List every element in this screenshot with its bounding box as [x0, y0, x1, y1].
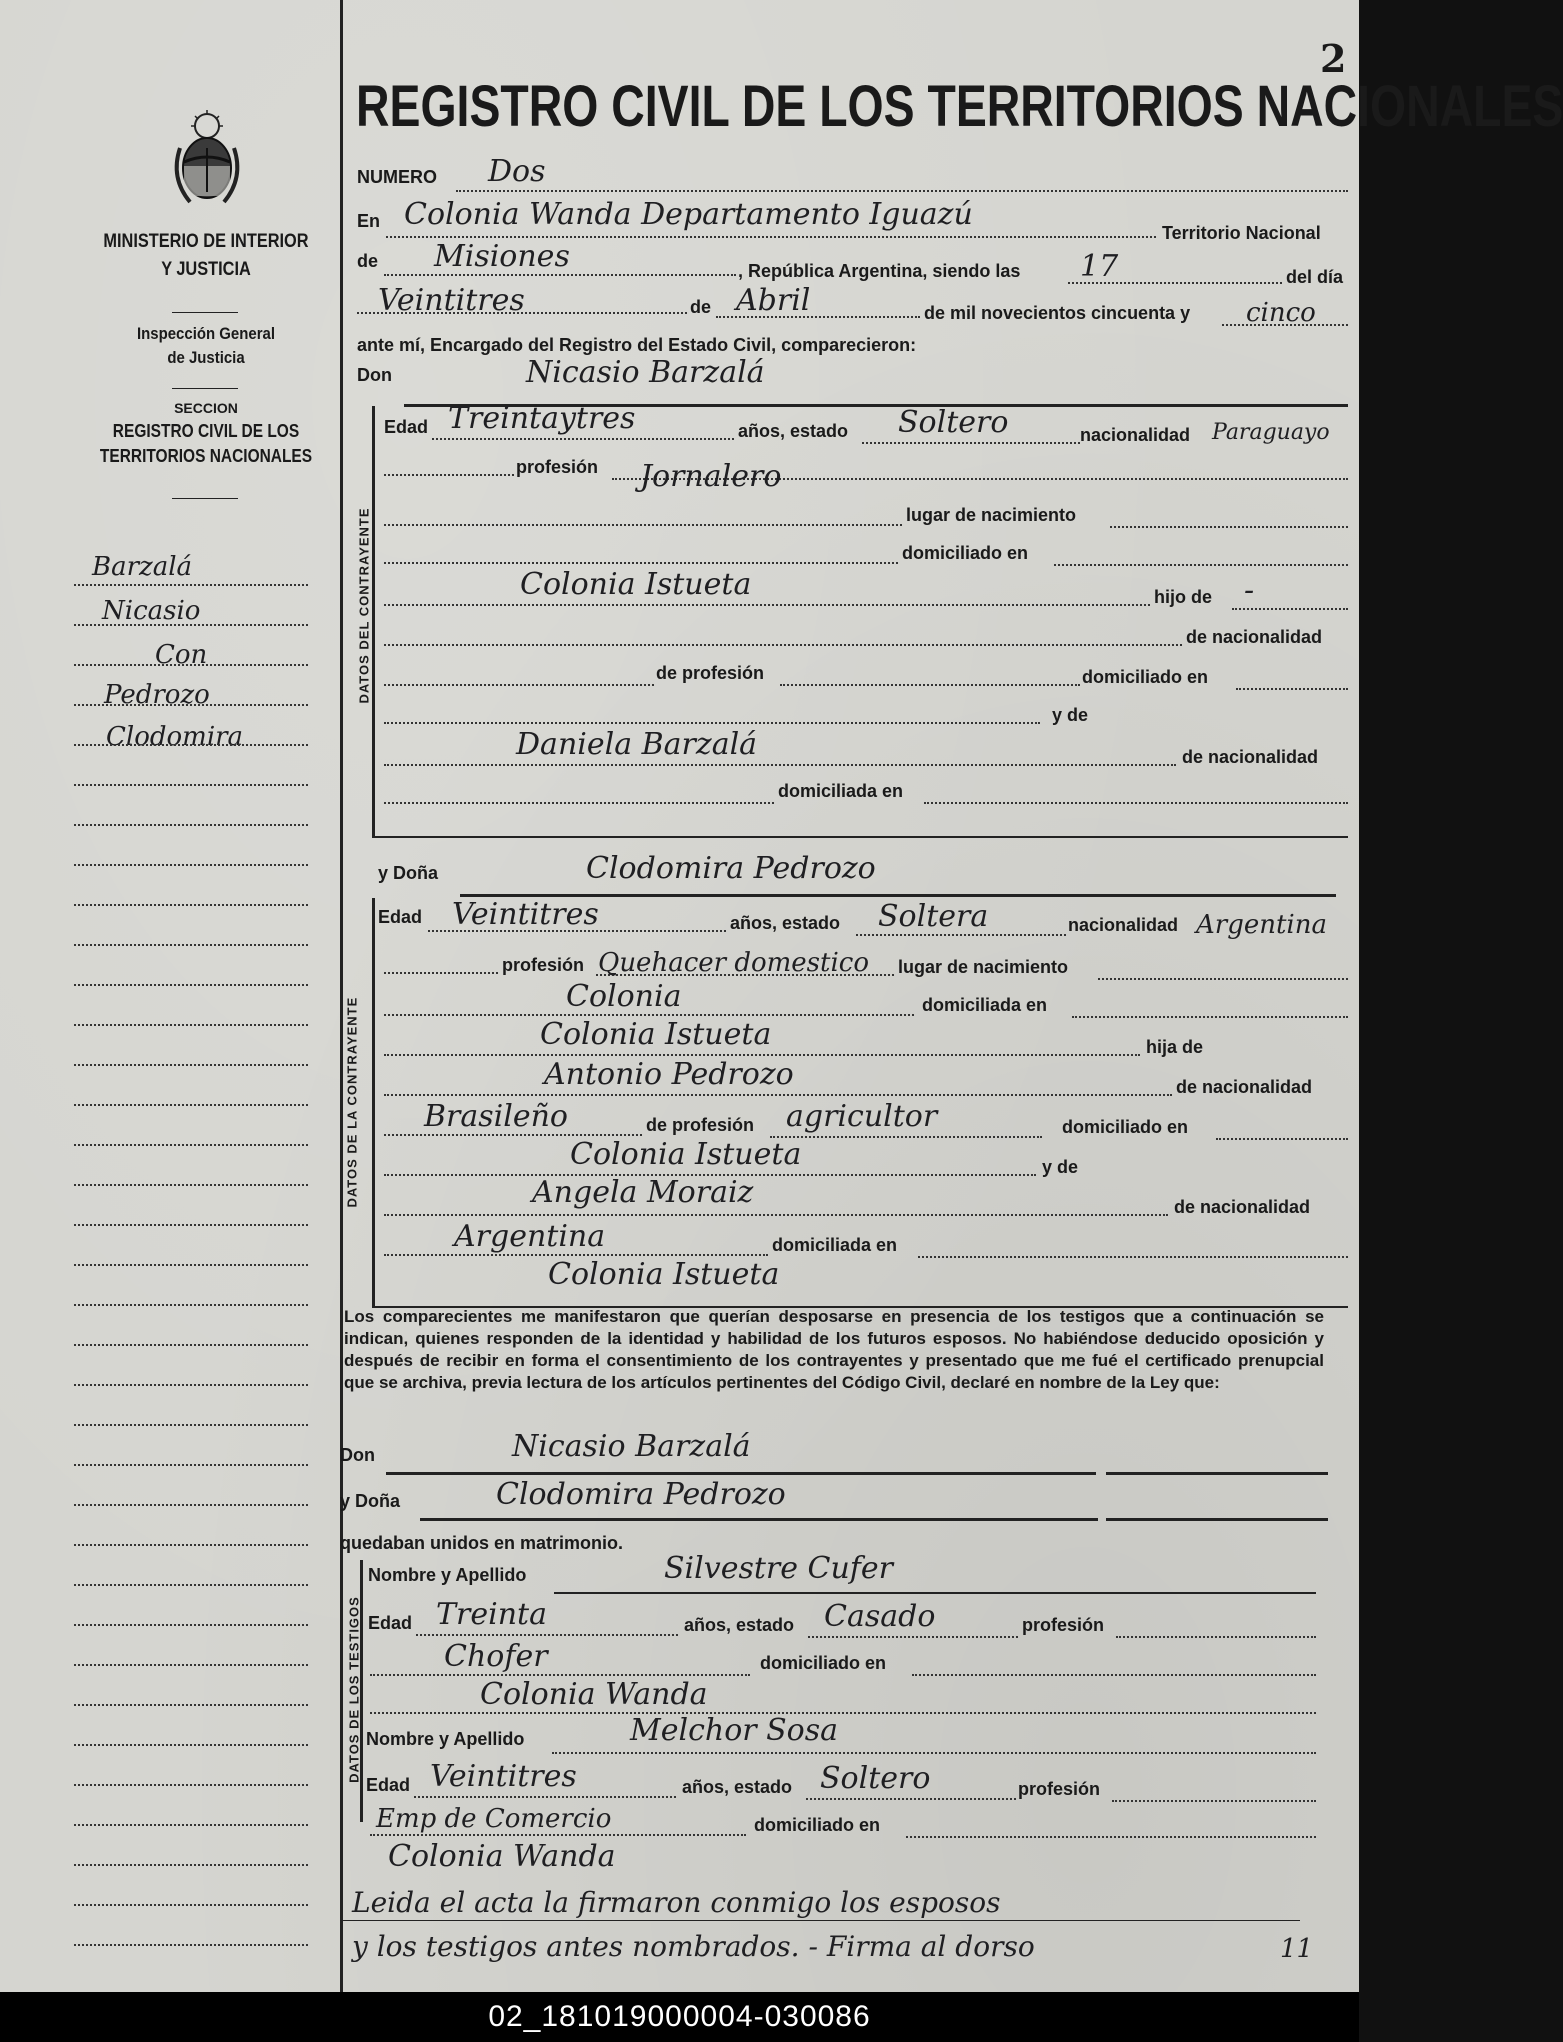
- bride-madre-value: Angela Moraiz: [532, 1175, 754, 1210]
- w1-nombre-value: Silvestre Cufer: [664, 1551, 893, 1586]
- w2-profesion-end-line: [1112, 1800, 1316, 1802]
- groom-padre-dom-line: [1236, 688, 1348, 690]
- bride-lugar-line: [1098, 978, 1348, 980]
- w1-estado-value: Casado: [824, 1599, 936, 1634]
- section-line-3: TERRITORIOS NACIONALES: [99, 446, 313, 466]
- w2-profesion-line: [370, 1834, 746, 1836]
- margin-note: Pedrozo: [104, 680, 210, 710]
- ministry-line-2: Y JUSTICIA: [161, 259, 251, 280]
- bride-padre-prof-line: [770, 1136, 1042, 1138]
- label-numero: NUMERO: [357, 167, 437, 187]
- groom-lugar-line: [1110, 526, 1348, 528]
- numero-value: Dos: [488, 154, 546, 189]
- margin-ruled-line: [74, 1744, 308, 1746]
- bride-domicilio-line: [1072, 1016, 1348, 1018]
- label-anios-estado: años, estado: [730, 913, 841, 933]
- margin-ruled-line: [74, 1224, 308, 1226]
- sidebar-separator: [172, 388, 238, 389]
- margin-ruled-line: [74, 1344, 308, 1346]
- label-de-profesion: de profesión: [656, 663, 765, 683]
- margin-note: Con: [155, 640, 208, 670]
- groom-profesion-value: Jornalero: [640, 459, 782, 494]
- label-profesion: profesión: [1018, 1779, 1101, 1799]
- w2-estado-value: Soltero: [820, 1761, 931, 1796]
- margin-ruled-line: [74, 1144, 308, 1146]
- label-domiciliada-en: domiciliada en: [778, 781, 904, 801]
- image-id-footer: 02_181019000004-030086: [0, 1992, 1359, 2042]
- label-y-dona: y Doña: [378, 863, 439, 883]
- w2-edad-value: Veintitres: [430, 1759, 577, 1794]
- label-edad: Edad: [384, 417, 429, 437]
- label-domiciliado-en: domiciliado en: [1082, 667, 1209, 687]
- margin-ruled-line: [74, 1104, 308, 1106]
- groom-estado-value: Soltero: [898, 405, 1009, 440]
- sidebar-separator: [172, 312, 238, 313]
- decl-dona-line-end: [1106, 1518, 1328, 1521]
- label-lugar-nacimiento: lugar de nacimiento: [898, 957, 1069, 977]
- w1-domicilio-line: [912, 1674, 1316, 1676]
- bride-madre-dom-line: [918, 1256, 1348, 1258]
- bride-block-bracket: [372, 898, 375, 1308]
- margin-note: Clodomira: [106, 722, 244, 752]
- numero-line: [456, 190, 1348, 192]
- label-don: Don: [357, 365, 392, 385]
- groom-madre-dom-line: [924, 802, 1348, 804]
- margin-ruled-line: [74, 1464, 308, 1466]
- margin-ruled-line: [74, 1504, 308, 1506]
- bride-padre-nac-line: [384, 1134, 642, 1136]
- w1-profesion-line: [370, 1674, 750, 1676]
- label-republica: , República Argentina, siendo las: [738, 261, 1021, 281]
- closing-note-line-2: y los testigos antes nombrados. - Firma al dorso: [352, 1930, 1035, 1963]
- label-domiciliada-en: domiciliada en: [772, 1235, 898, 1255]
- groom-profesion-pre-line: [384, 474, 514, 476]
- groom-domicilio-line: [1054, 564, 1348, 566]
- label-profesion: profesión: [502, 955, 585, 975]
- bride-padre-dom-line: [1216, 1138, 1348, 1140]
- w2-profesion-value: Emp de Comercio: [376, 1804, 612, 1834]
- label-y-de: y de: [1042, 1157, 1079, 1177]
- argentina-coat-of-arms-icon: [170, 108, 244, 208]
- margin-ruled-line: [74, 1704, 308, 1706]
- bride-padre-dom-value: Colonia Istueta: [570, 1137, 802, 1172]
- page-number: 2: [1320, 36, 1347, 81]
- don-value: Nicasio Barzalá: [526, 355, 765, 390]
- groom-lugar-pre-line: [384, 524, 902, 526]
- dona-value: Clodomira Pedrozo: [586, 851, 876, 886]
- w2-domicilio-value: Colonia Wanda: [388, 1839, 616, 1874]
- bride-padre-nac-value: Brasileño: [424, 1099, 568, 1134]
- label-edad: Edad: [366, 1775, 411, 1795]
- bride-estado-value: Soltera: [878, 899, 989, 934]
- w1-edad-value: Treinta: [436, 1597, 547, 1632]
- bride-profesion-value: Quehacer domestico: [598, 948, 869, 978]
- closing-mark: 11: [1280, 1934, 1314, 1964]
- margin-ruled-line: [74, 664, 308, 666]
- label-y-dona: y Doña: [340, 1491, 401, 1511]
- groom-domicilio-pre-line: [384, 562, 898, 564]
- label-edad: Edad: [368, 1613, 413, 1633]
- bride-section-label: DATOS DE LA CONTRAYENTE: [344, 996, 360, 1208]
- groom-padre-nac-line: [384, 684, 654, 686]
- w2-estado-line: [806, 1798, 1016, 1800]
- margin-ruled-line: [74, 1064, 308, 1066]
- de-value: Misiones: [434, 239, 570, 274]
- label-mil-novecientos: de mil novecientos cincuenta y: [924, 303, 1191, 323]
- en-value: Colonia Wanda Departamento Iguazú: [404, 197, 973, 232]
- label-don: Don: [340, 1445, 375, 1465]
- label-quedaban: quedaban unidos en matrimonio.: [340, 1533, 624, 1553]
- inspection-line-1: Inspección General: [136, 324, 276, 343]
- bride-edad-value: Veintitres: [452, 897, 599, 932]
- decl-dona-line: [420, 1518, 1098, 1521]
- section-line-1: SECCION: [174, 400, 238, 416]
- de-line: [384, 274, 736, 276]
- margin-ruled-line: [74, 1184, 308, 1186]
- closing-line-1: [340, 1920, 1300, 1921]
- label-en: En: [357, 211, 381, 231]
- w1-nombre-line: [554, 1592, 1316, 1594]
- label-nacionalidad: nacionalidad: [1068, 915, 1179, 935]
- label-domiciliado-en: domiciliado en: [760, 1653, 887, 1673]
- margin-ruled-line: [74, 624, 308, 626]
- en-line: [386, 236, 1156, 238]
- label-domiciliada-en: domiciliada en: [922, 995, 1048, 1015]
- groom-edad-line: [432, 438, 734, 440]
- label-anios-estado: años, estado: [738, 421, 849, 441]
- bride-lugar-value-line: [384, 1014, 914, 1016]
- label-domiciliado-en: domiciliado en: [1062, 1117, 1189, 1137]
- ministry-line-1: MINISTERIO DE INTERIOR: [103, 231, 309, 252]
- groom-block-bottom: [372, 836, 1348, 838]
- margin-ruled-line: [74, 984, 308, 986]
- w2-nombre-line: [552, 1752, 1316, 1754]
- label-nombre-apellido: Nombre y Apellido: [366, 1729, 525, 1749]
- label-territorio-nacional: Territorio Nacional: [1162, 223, 1321, 243]
- witness-section-label: DATOS DE LOS TESTIGOS: [346, 1596, 362, 1783]
- label-de-nacionalidad: de nacionalidad: [1186, 627, 1323, 647]
- label-hija-de: hija de: [1146, 1037, 1204, 1057]
- w1-profesion-value: Chofer: [444, 1639, 548, 1674]
- label-del-dia: del día: [1286, 267, 1344, 287]
- bride-domicilio-value-line: [384, 1054, 1140, 1056]
- decl-don-line: [386, 1472, 1096, 1475]
- margin-ruled-line: [74, 1664, 308, 1666]
- label-edad: Edad: [378, 907, 423, 927]
- margin-divider: [340, 0, 343, 1992]
- margin-ruled-line: [74, 824, 308, 826]
- w2-edad-line: [414, 1796, 676, 1798]
- dia-value: Veintitres: [378, 283, 525, 318]
- bride-madre-line: [384, 1214, 1168, 1216]
- page-title: REGISTRO CIVIL DE LOS TERRITORIOS NACIONALES: [356, 74, 1563, 139]
- w2-nombre-value: Melchor Sosa: [630, 1713, 839, 1748]
- label-profesion: profesión: [516, 457, 599, 477]
- margin-ruled-line: [74, 1864, 308, 1866]
- margin-ruled-line: [74, 1944, 308, 1946]
- label-de-nacionalidad: de nacionalidad: [1182, 747, 1319, 767]
- groom-madre-line: [384, 764, 1176, 766]
- bride-madre-nac-line: [384, 1254, 768, 1256]
- w1-domicilio-value: Colonia Wanda: [480, 1677, 708, 1712]
- bride-lugar-value: Colonia: [566, 979, 682, 1014]
- margin-ruled-line: [74, 1544, 308, 1546]
- legal-statement: Los comparecientes me manifestaron que querían desposarse en presencia de los testigos que a continuación se indican, quienes responden de la identidad y habilidad de los futuros esposos. No habiéndose deducido oposición y después de recibir en forma el consentimiento de los contrayentes y presentado que me fué el certificado prenupcial que se archiva, previa lectura de los artículos pertinentes del Código Civil, declaré en nombre de la Ley que:: [344, 1307, 1324, 1392]
- sidebar-separator: [172, 498, 238, 499]
- w1-estado-line: [808, 1636, 1018, 1638]
- groom-padre-line: [384, 644, 1182, 646]
- hora-value: 17: [1080, 249, 1119, 284]
- bride-padre-line: [384, 1094, 1172, 1096]
- label-de-mes: de: [690, 297, 712, 317]
- label-anios-estado: años, estado: [682, 1777, 793, 1797]
- margin-ruled-line: [74, 864, 308, 866]
- decl-don-line-end: [1106, 1472, 1328, 1475]
- bride-madre-nac-value: Argentina: [454, 1219, 606, 1254]
- groom-edad-value: Treintaytres: [448, 401, 636, 436]
- margin-ruled-line: [74, 1264, 308, 1266]
- w2-domicilio-line: [906, 1836, 1316, 1838]
- bride-padre-value: Antonio Pedrozo: [544, 1057, 794, 1092]
- groom-hijo-de-value: -: [1244, 573, 1255, 608]
- groom-nacionalidad-value: Paraguayo: [1212, 420, 1330, 445]
- w1-domicilio-value-line: [370, 1712, 1316, 1714]
- label-lugar-nacimiento: lugar de nacimiento: [906, 505, 1077, 525]
- margin-ruled-line: [74, 1384, 308, 1386]
- mes-value: Abril: [736, 283, 811, 318]
- groom-estado-line: [862, 442, 1080, 444]
- groom-domicilio-value-line: [384, 604, 1150, 606]
- bride-estado-line: [856, 934, 1066, 936]
- margin-ruled-line: [74, 1904, 308, 1906]
- label-de-nacionalidad: de nacionalidad: [1174, 1197, 1311, 1217]
- bride-domicilio-value: Colonia Istueta: [540, 1017, 772, 1052]
- groom-padre-prof-line: [780, 684, 1080, 686]
- margin-ruled-line: [74, 1024, 308, 1026]
- margin-ruled-line: [74, 704, 308, 706]
- label-domiciliado-en: domiciliado en: [754, 1815, 881, 1835]
- anio-value: cinco: [1246, 298, 1316, 328]
- label-ante-mi: ante mí, Encargado del Registro del Estado Civil, comparecieron:: [357, 335, 917, 355]
- label-domiciliado-en: domiciliado en: [902, 543, 1029, 563]
- margin-ruled-line: [74, 1824, 308, 1826]
- decl-dona-value: Clodomira Pedrozo: [496, 1477, 786, 1512]
- bride-padre-prof-value: agricultor: [786, 1099, 938, 1134]
- margin-ruled-line: [74, 1624, 308, 1626]
- groom-domicilio-value: Colonia Istueta: [520, 567, 752, 602]
- groom-block-bracket: [372, 406, 375, 838]
- groom-section-label: DATOS DEL CONTRAYENTE: [356, 507, 372, 704]
- bride-madre-dom-value: Colonia Istueta: [548, 1257, 780, 1292]
- margin-ruled-line: [74, 1784, 308, 1786]
- label-anios-estado: años, estado: [684, 1615, 795, 1635]
- closing-note-line-1: Leida el acta la firmaron conmigo los esposos: [352, 1886, 1001, 1919]
- inspection-line-2: de Justicia: [167, 348, 245, 367]
- groom-padre-dom-cont-line: [384, 722, 1040, 724]
- decl-don-value: Nicasio Barzalá: [512, 1429, 751, 1464]
- label-hijo-de: hijo de: [1154, 587, 1212, 607]
- bride-profesion-pre-line: [384, 972, 498, 974]
- groom-hijo-de-line: [1232, 608, 1348, 610]
- margin-ruled-line: [74, 584, 308, 586]
- margin-note: Nicasio: [102, 596, 201, 626]
- margin-ruled-line: [74, 1424, 308, 1426]
- margin-ruled-line: [74, 1304, 308, 1306]
- section-line-2: REGISTRO CIVIL DE LOS: [112, 421, 300, 441]
- label-y-de: y de: [1052, 705, 1089, 725]
- margin-note: Barzalá: [92, 552, 193, 582]
- bride-nacionalidad-value: Argentina: [1196, 910, 1327, 940]
- groom-madre-value: Daniela Barzalá: [516, 727, 758, 762]
- label-de: de: [357, 251, 379, 271]
- label-nombre-apellido: Nombre y Apellido: [368, 1565, 527, 1585]
- groom-madre-nac-line: [384, 802, 774, 804]
- margin-ruled-line: [74, 744, 308, 746]
- w1-profesion-end-line: [1116, 1636, 1316, 1638]
- w1-edad-line: [416, 1634, 678, 1636]
- margin-ruled-line: [74, 1584, 308, 1586]
- label-profesion: profesión: [1022, 1615, 1105, 1635]
- label-de-nacionalidad: de nacionalidad: [1176, 1077, 1313, 1097]
- margin-ruled-line: [74, 944, 308, 946]
- label-de-profesion: de profesión: [646, 1115, 755, 1135]
- label-nacionalidad: nacionalidad: [1080, 425, 1191, 445]
- margin-ruled-line: [74, 784, 308, 786]
- margin-ruled-line: [74, 904, 308, 906]
